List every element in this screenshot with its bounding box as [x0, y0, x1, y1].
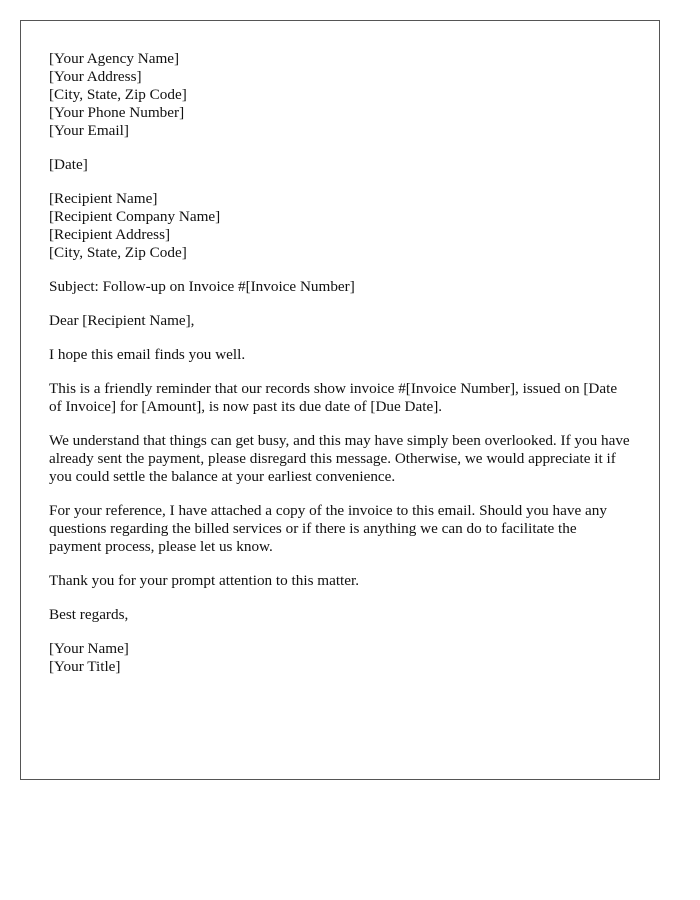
sender-address: [Your Address]	[49, 68, 142, 85]
body-paragraph-3: We understand that things can get busy, and this may have simply been overlooked. If you have already sent the payment, please disregard this message. Otherwise, we would appreciate it if you could settle the balance at your earliest convenience.	[49, 432, 630, 485]
sender-city-state-zip: [City, State, Zip Code]	[49, 86, 187, 103]
closing: Best regards,	[49, 606, 129, 623]
recipient-company: [Recipient Company Name]	[49, 208, 221, 225]
letter-page	[20, 20, 660, 780]
body-paragraph-1: I hope this email finds you well.	[49, 346, 246, 363]
sender-phone: [Your Phone Number]	[49, 104, 185, 121]
body-paragraph-2: This is a friendly reminder that our records show invoice #[Invoice Number], issued on [Date of Invoice] for [Amount], is now past its due date of [Due Date].	[49, 380, 618, 415]
sender-email: [Your Email]	[49, 122, 129, 139]
signature-title: [Your Title]	[49, 658, 121, 675]
recipient-name: [Recipient Name]	[49, 190, 158, 207]
sender-block	[49, 50, 631, 140]
signature-name: [Your Name]	[49, 640, 129, 657]
subject-line: Subject: Follow-up on Invoice #[Invoice Number]	[49, 278, 355, 295]
body-paragraph-5: Thank you for your prompt attention to this matter.	[49, 572, 360, 589]
recipient-city-state-zip: [City, State, Zip Code]	[49, 244, 187, 261]
date-block	[49, 156, 631, 174]
sender-agency-name: [Your Agency Name]	[49, 50, 180, 67]
signature-block	[49, 640, 631, 676]
recipient-block	[49, 190, 631, 262]
salutation: Dear [Recipient Name],	[49, 312, 195, 329]
body-paragraph-4: For your reference, I have attached a copy of the invoice to this email. Should you have any questions regarding the billed services or if there is anything we can do to facilitate the payment process, please let us know.	[49, 502, 607, 555]
recipient-address: [Recipient Address]	[49, 226, 171, 243]
letter-date: [Date]	[49, 156, 88, 173]
